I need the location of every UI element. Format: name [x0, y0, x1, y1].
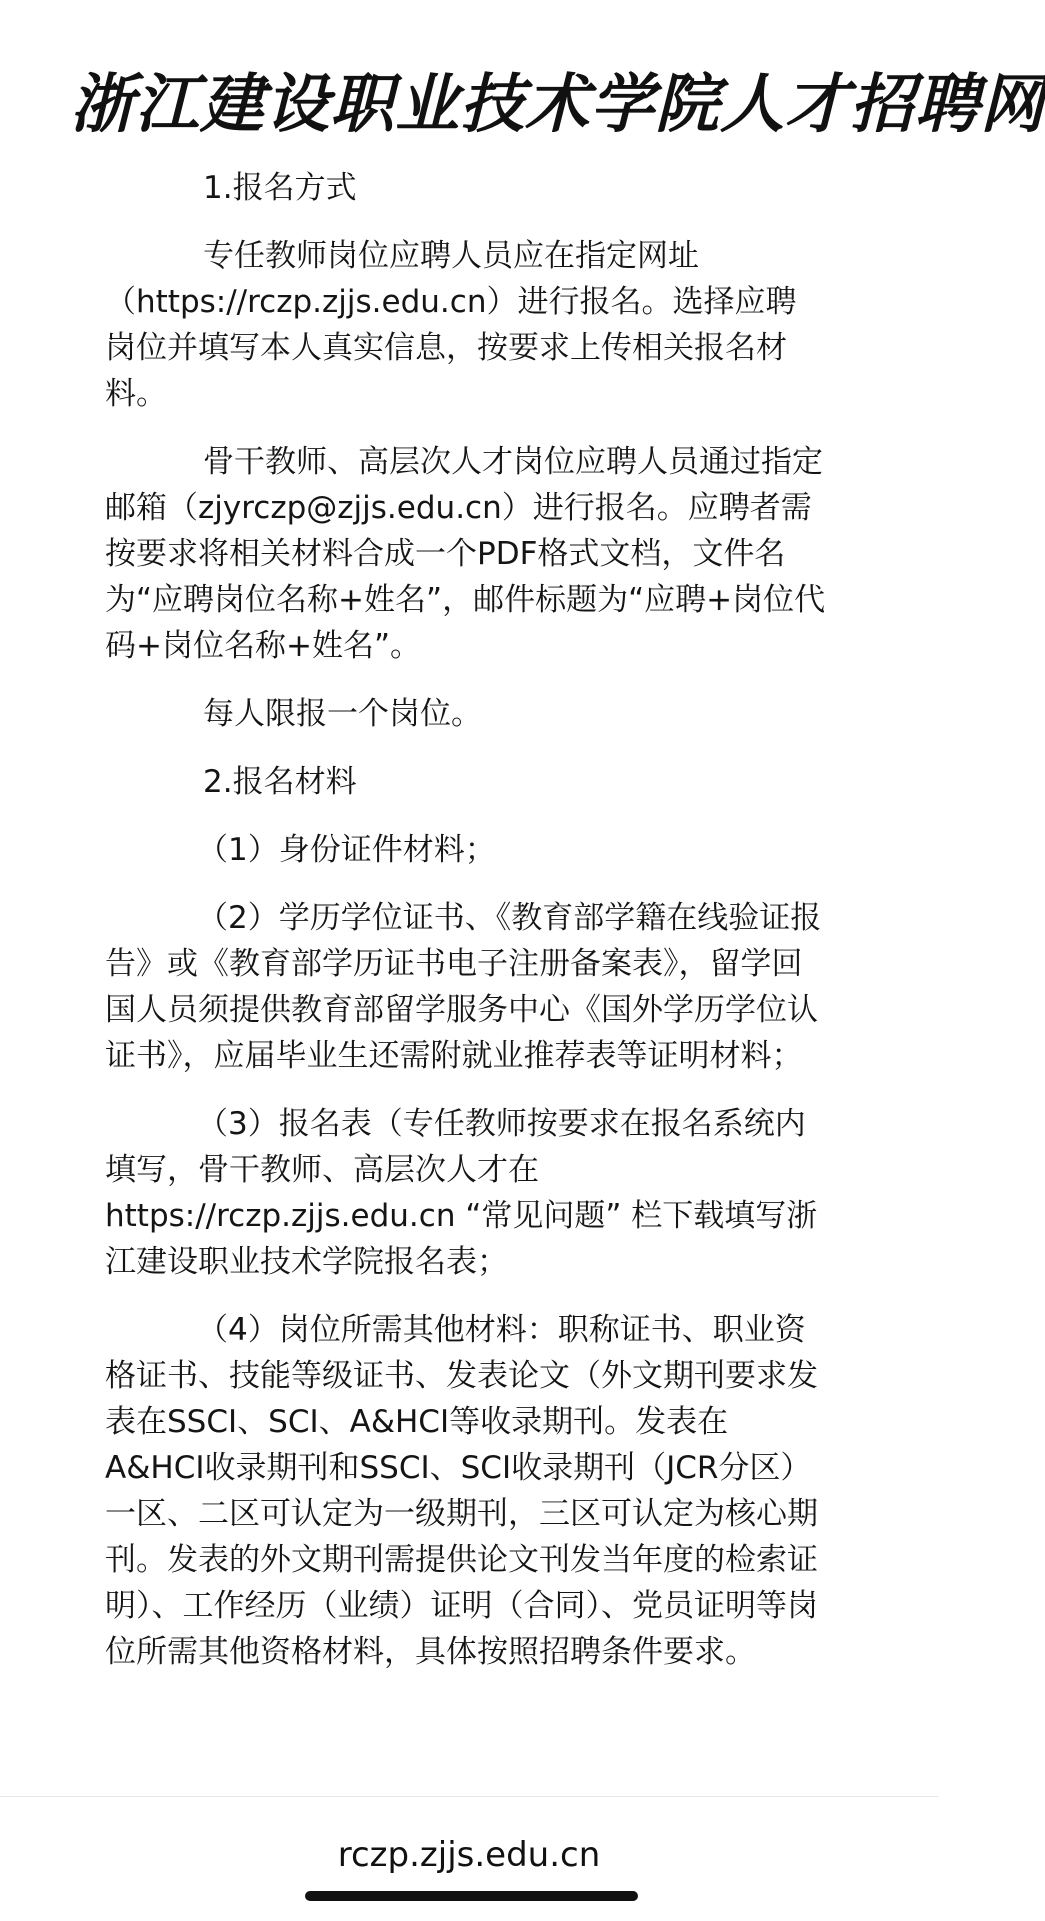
paragraph-one-position-limit: 每人限报一个岗位。 [203, 696, 482, 732]
article-body [105, 165, 827, 1790]
list-item-id-materials: （1）身份证件材料； [197, 832, 496, 868]
browser-address-bar[interactable] [0, 1796, 938, 1921]
home-indicator[interactable] [305, 1891, 638, 1901]
url-text[interactable]: rczp.zjjs.edu.cn [337, 1835, 601, 1875]
list-item-registration-form: （3）报名表（专任教师按要求在报名系统内填写，骨干教师、高层次人才在 https://rczp.zjjs.edu.cn “常见问题” 栏下载填写浙江建设职业技术学院报名表； [105, 1106, 818, 1280]
section-heading-registration-materials: 2.报名材料 [203, 764, 357, 800]
section-heading-registration-method: 1.报名方式 [203, 170, 357, 206]
list-item-degree-certificates: （2）学历学位证书、《教育部学籍在线验证报告》或《教育部学历证书电子注册备案表》，留学回国人员须提供教育部留学服务中心《国外学历学位认证书》，应届毕业生还需附就业推荐表等证明材料； [105, 900, 822, 1074]
site-title-banner: 浙江建设职业技术学院人才招聘网 [70, 67, 1045, 142]
list-item-other-materials: （4）岗位所需其他材料：职称证书、职业资格证书、技能等级证书、发表论文（外文期刊要求发表在SSCI、SCI、A&HCI等收录期刊。发表在A&HCI收录期刊和SSCI、SCI收录期刊（JCR分区）一区、二区可认定为一级期刊，三区可认定为核心期刊。发表的外文期刊需提供论文刊发当年度的检索证明）、工作经历（业绩）证明（合同）、党员证明等岗位所需其他资格材料，具体按照招聘条件要求。 [105, 1312, 818, 1670]
paragraph-fulltime-teacher-registration: 专任教师岗位应聘人员应在指定网址（https://rczp.zjjs.edu.cn）进行报名。选择应聘岗位并填写本人真实信息，按要求上传相关报名材料。 [105, 238, 797, 412]
paragraph-senior-talent-registration: 骨干教师、高层次人才岗位应聘人员通过指定邮箱（zjyrczp@zjjs.edu.cn）进行报名。应聘者需按要求将相关材料合成一个PDF格式文档，文件名为“应聘岗位名称+姓名”，邮件标题为“应聘+岗位代码+岗位名称+姓名”。 [105, 444, 826, 664]
